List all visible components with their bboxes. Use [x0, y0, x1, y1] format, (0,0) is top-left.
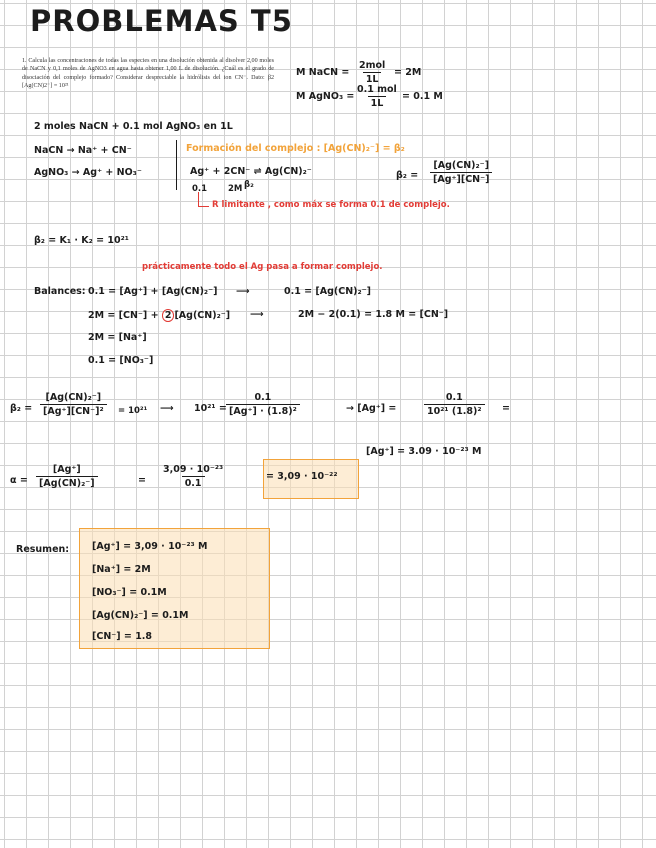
agno3-num: 0.1 mol [357, 84, 397, 95]
beta2-num: [Ag(CN)₂⁻] [433, 160, 490, 171]
balance-arrow-2: ⟶ [250, 309, 264, 320]
alpha-lhs: α = [10, 475, 28, 486]
alpha-num-2: 3,09 · 10⁻²³ [163, 464, 224, 475]
balance-no3: 0.1 = [NO₃⁻] [88, 355, 154, 366]
beta2-arrow-label: β₂ [244, 180, 254, 190]
calc-mid-num: 0.1 [254, 392, 272, 403]
balances-label: Balances: [34, 286, 86, 297]
alpha-equals: = [138, 475, 146, 486]
calc-arrow: ⟶ [160, 403, 174, 414]
problem-statement: 1. Calcula las concentraciones de todas las especies en una disolución obtenida al disolver 2,00 moles de NaCN y 0,1 moles de AgNO3 en agua hasta obtener 1,00 L de disolución. ¿Cuál es el grado de disociación del complejo formado? Considerar despreciable la hidrólisis del ion CN⁻. Dato: β2 [Ag(CN)2⁻] = 10²¹ [22, 58, 274, 90]
nacn-dissociation: NaCN → Na⁺ + CN⁻ [34, 145, 132, 156]
nacn-num: 2mol [359, 60, 386, 71]
beta2-product: β₂ = K₁ · K₂ = 10²¹ [34, 235, 129, 246]
summary-box [79, 528, 270, 649]
beta2-fraction [430, 160, 492, 185]
initial-cn: 2M [228, 184, 243, 194]
calc-ten21: 10²¹ = [194, 403, 227, 414]
agno3-molarity-label: M AgNO₃ = [296, 91, 355, 102]
balance-cn-result: 2M − 2(0.1) = 1.8 M = [CN⁻] [298, 309, 449, 320]
calc-trailing-eq: = [502, 403, 510, 414]
beta2-lhs: β₂ = [396, 170, 419, 181]
agno3-den: 1L [368, 96, 387, 109]
summary-item-no3: [NO₃⁻] = 0.1M [92, 587, 167, 598]
balance-cn [88, 309, 230, 322]
nacn-molarity-result: = 2M [394, 67, 422, 78]
practically-all-note: prácticamente todo el Ag pasa a formar complejo. [142, 262, 383, 272]
limiting-note: R limitante , como máx se forma 0.1 de complejo. [212, 200, 450, 210]
page-title: PROBLEMAS T5 [30, 4, 293, 38]
calc-ag-fraction [424, 392, 485, 417]
alpha-fraction-2 [160, 464, 226, 489]
balance-ag-result: 0.1 = [Ag(CN)₂⁻] [284, 286, 372, 297]
calc-eq-1021: = 10²¹ [118, 406, 148, 416]
balance-arrow-1: ⟶ [236, 286, 250, 297]
calc-ag-num: 0.1 [445, 392, 463, 403]
balance-na: 2M = [Na⁺] [88, 332, 147, 343]
balance-cn-post: [Ag(CN)₂⁻] [174, 310, 231, 321]
balance-ag: 0.1 = [Ag⁺] + [Ag(CN)₂⁻] [88, 286, 218, 297]
calc-ag-eq: → [Ag⁺] = [346, 403, 397, 414]
summary-item-na: [Na⁺] = 2M [92, 564, 151, 575]
agno3-dissociation: AgNO₃ → Ag⁺ + NO₃⁻ [34, 167, 142, 178]
alpha-num: [Ag⁺] [52, 464, 81, 475]
circled-coefficient: 2 [162, 309, 175, 322]
nacn-molarity-label: M NaCN = [296, 67, 350, 78]
summary-item-ag: [Ag⁺] = 3,09 · 10⁻²³ M [92, 541, 208, 552]
complex-equation: Ag⁺ + 2CN⁻ ⇌ Ag(CN)₂⁻ [190, 166, 312, 177]
complex-formation-title: Formación del complejo : [Ag(CN)₂⁻] = β₂ [186, 143, 405, 154]
initial-ag: 0.1 [192, 184, 208, 194]
beta2-den: [Ag⁺][CN⁻] [430, 172, 492, 185]
calc-ag-result: [Ag⁺] = 3.09 · 10⁻²³ M [366, 446, 482, 457]
limiting-arrow [198, 192, 209, 207]
alpha-den: [Ag(CN)₂⁻] [36, 476, 98, 489]
alpha-result-box [263, 459, 359, 499]
moles-line: 2 moles NaCN + 0.1 mol AgNO₃ en 1L [34, 121, 233, 132]
agno3-molarity-result: = 0.1 M [402, 91, 443, 102]
calc-beta-lhs: β₂ = [10, 403, 33, 414]
alpha-result: = 3,09 · 10⁻²² [266, 471, 338, 482]
alpha-den-2: 0.1 [182, 476, 205, 489]
nacn-den: 1L [363, 72, 382, 85]
separator-line [176, 140, 177, 190]
balance-cn-pre: 2M = [CN⁻] + [88, 310, 159, 321]
agno3-molarity-fraction [354, 84, 400, 109]
alpha-fraction [36, 464, 98, 489]
summary-item-cn: [CN⁻] = 1.8 [92, 631, 153, 642]
calc-ag-den: 10²¹ (1.8)² [424, 404, 485, 417]
calc-beta-fraction [40, 392, 107, 417]
calc-beta-num: [Ag(CN)₂⁻] [45, 392, 102, 403]
summary-label: Resumen: [16, 544, 70, 555]
summary-item-complex: [Ag(CN)₂⁻] = 0.1M [92, 610, 189, 621]
calc-mid-fraction [226, 392, 300, 417]
calc-mid-den: [Ag⁺] · (1.8)² [226, 404, 300, 417]
nacn-molarity-fraction [356, 60, 388, 85]
calc-beta-den: [Ag⁺][CN⁻]² [40, 404, 107, 417]
